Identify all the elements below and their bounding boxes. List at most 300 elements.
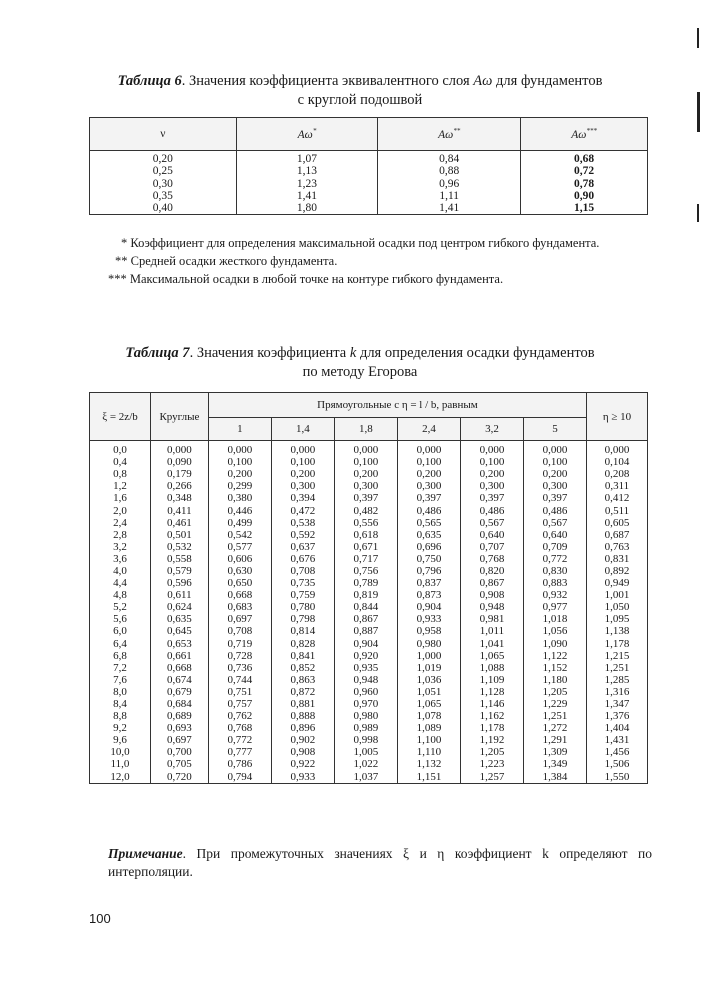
table6-row <box>90 202 648 215</box>
table7-cell: 8,8 <box>90 710 151 722</box>
table7-header-xi: ξ = 2z/b <box>90 393 151 441</box>
table7-row <box>90 553 648 565</box>
table7-cell: 0,635 <box>397 529 460 541</box>
table7-header-eta-0: 1 <box>208 418 271 441</box>
table7-cell: 0,720 <box>150 771 208 784</box>
table7-cell: 0,300 <box>397 480 460 492</box>
table7-cell: 0,000 <box>397 441 460 457</box>
table7-cell: 0,100 <box>460 456 523 468</box>
table7-cell: 1,089 <box>397 722 460 734</box>
table7-cell: 0,200 <box>523 468 586 480</box>
page-number: 100 <box>89 911 111 926</box>
table6-header-1 <box>236 118 378 151</box>
table6-cell: 1,13 <box>236 165 378 177</box>
table7-cell: 0,650 <box>208 577 271 589</box>
table6-cell: 0,88 <box>378 165 521 177</box>
table7-cell: 1,065 <box>397 698 460 710</box>
table7-cell: 0,693 <box>150 722 208 734</box>
table6-cell: 0,35 <box>90 190 237 202</box>
table7-cell: 1,051 <box>397 686 460 698</box>
scan-mark <box>697 28 699 48</box>
table7-cell: 1,056 <box>523 625 586 637</box>
table7-row <box>90 456 648 468</box>
table7-cell: 0,831 <box>586 553 647 565</box>
table7-cell: 7,2 <box>90 662 151 674</box>
note-lead: Примечание <box>108 846 183 861</box>
table7-cell: 0,735 <box>271 577 334 589</box>
table7-cell: 0,397 <box>460 492 523 504</box>
table7-cell: 0,311 <box>586 480 647 492</box>
table7-cell: 7,6 <box>90 674 151 686</box>
table6-caption-symbol: Aω <box>473 73 493 89</box>
table7-row <box>90 468 648 480</box>
table7-cell: 0,935 <box>334 662 397 674</box>
table7-cell: 0,796 <box>397 565 460 577</box>
table7-cell: 0,960 <box>334 686 397 698</box>
table7-cell: 0,461 <box>150 517 208 529</box>
table6-cell: 0,90 <box>521 190 648 202</box>
table7-cell: 0,200 <box>208 468 271 480</box>
table7-row <box>90 698 648 710</box>
table7-cell: 11,0 <box>90 758 151 770</box>
table7-cell: 0,949 <box>586 577 647 589</box>
table7-cell: 1,205 <box>523 686 586 698</box>
table7-cell: 0,759 <box>271 589 334 601</box>
table7-row <box>90 758 648 770</box>
table7-cell: 0,637 <box>271 541 334 553</box>
table7-cell: 0,896 <box>271 722 334 734</box>
table7-cell: 0,200 <box>334 468 397 480</box>
table7-cell: 0,653 <box>150 638 208 650</box>
table7 <box>89 392 648 784</box>
table7-cell: 1,431 <box>586 734 647 746</box>
table7-cell: 0,757 <box>208 698 271 710</box>
table7-cell: 0,100 <box>208 456 271 468</box>
table7-row <box>90 771 648 784</box>
table7-cell: 1,6 <box>90 492 151 504</box>
table7-cell: 0,668 <box>208 589 271 601</box>
table7-cell: 0,887 <box>334 625 397 637</box>
table6-header-2 <box>378 118 521 151</box>
table7-cell: 0,635 <box>150 613 208 625</box>
table7-cell: 1,316 <box>586 686 647 698</box>
table7-cell: 0,687 <box>586 529 647 541</box>
table7-cell: 0,700 <box>150 746 208 758</box>
table7-cell: 0,606 <box>208 553 271 565</box>
table7-cell: 0,709 <box>523 541 586 553</box>
table7-cell: 0,300 <box>523 480 586 492</box>
table7-cell: 1,376 <box>586 710 647 722</box>
table7-cell: 0,772 <box>523 553 586 565</box>
table7-cell: 9,6 <box>90 734 151 746</box>
table7-cell: 0,679 <box>150 686 208 698</box>
table7-cell: 0,567 <box>460 517 523 529</box>
table7-cell: 0,565 <box>397 517 460 529</box>
table6-row <box>90 190 648 202</box>
table7-cell: 0,4 <box>90 456 151 468</box>
table7-cell: 0,532 <box>150 541 208 553</box>
table7-cell: 0,863 <box>271 674 334 686</box>
table7-cell: 1,309 <box>523 746 586 758</box>
table7-row <box>90 722 648 734</box>
table7-cell: 0,830 <box>523 565 586 577</box>
table7-cell: 0,640 <box>523 529 586 541</box>
table7-cell: 0,948 <box>334 674 397 686</box>
table7-cell: 1,018 <box>523 613 586 625</box>
table7-cell: 0,380 <box>208 492 271 504</box>
table7-cell: 1,550 <box>586 771 647 784</box>
table6-cell: 1,15 <box>521 202 648 215</box>
table7-cell: 1,215 <box>586 650 647 662</box>
table6-cell: 0,20 <box>90 151 237 166</box>
table7-cell: 1,151 <box>397 771 460 784</box>
table7-cell: 1,205 <box>460 746 523 758</box>
table7-cell: 1,011 <box>460 625 523 637</box>
table7-cell: 0,411 <box>150 504 208 516</box>
table6-cell: 1,11 <box>378 190 521 202</box>
table7-cell: 0,789 <box>334 577 397 589</box>
table7-cell: 1,078 <box>397 710 460 722</box>
table7-cell: 1,122 <box>523 650 586 662</box>
table7-cell: 1,109 <box>460 674 523 686</box>
table6-header-3-marker: *** <box>586 127 597 136</box>
table7-cell: 4,0 <box>90 565 151 577</box>
table7-row <box>90 625 648 637</box>
table6-header-2-symbol: Aω <box>438 128 454 141</box>
table7-cell: 1,110 <box>397 746 460 758</box>
table7-header-eta-2: 1,8 <box>334 418 397 441</box>
table7-cell: 0,705 <box>150 758 208 770</box>
table6-body <box>90 151 648 215</box>
table7-cell: 0,000 <box>334 441 397 457</box>
scan-mark <box>697 204 699 222</box>
table6-header-3 <box>521 118 648 151</box>
table7-row <box>90 638 648 650</box>
table7-cell: 0,300 <box>271 480 334 492</box>
table7-cell: 0,958 <box>397 625 460 637</box>
table6-row <box>90 178 648 190</box>
table6-cell: 0,25 <box>90 165 237 177</box>
table6-caption-text: . Значения коэффициента эквивалентного слоя <box>181 73 474 89</box>
table7-cell: 0,841 <box>271 650 334 662</box>
table7-cell: 1,019 <box>397 662 460 674</box>
table7-cell: 1,285 <box>586 674 647 686</box>
table7-cell: 1,001 <box>586 589 647 601</box>
table7-cell: 3,6 <box>90 553 151 565</box>
table7-cell: 0,922 <box>271 758 334 770</box>
table7-cell: 0,683 <box>208 601 271 613</box>
table7-cell: 0,719 <box>208 638 271 650</box>
table7-cell: 2,0 <box>90 504 151 516</box>
table7-cell: 0,000 <box>586 441 647 457</box>
table7-body <box>90 441 648 784</box>
table7-cell: 1,2 <box>90 480 151 492</box>
table7-cell: 0,397 <box>334 492 397 504</box>
table7-cell: 1,036 <box>397 674 460 686</box>
table7-row <box>90 504 648 516</box>
table6-header-row <box>90 118 648 151</box>
table6-cell: 0,68 <box>521 151 648 166</box>
table7-cell: 0,472 <box>271 504 334 516</box>
table7-cell: 0,904 <box>334 638 397 650</box>
table7-cell: 0,920 <box>334 650 397 662</box>
table7-cell: 0,777 <box>208 746 271 758</box>
table7-cell: 1,404 <box>586 722 647 734</box>
table7-cell: 1,456 <box>586 746 647 758</box>
table6-header-2-marker: ** <box>453 127 461 136</box>
table7-cell: 0,751 <box>208 686 271 698</box>
table7-cell: 0,786 <box>208 758 271 770</box>
table7-caption-lead: Таблица 7 <box>125 345 190 361</box>
table7-cell: 1,100 <box>397 734 460 746</box>
table7-cell: 0,000 <box>523 441 586 457</box>
table7-cell: 2,8 <box>90 529 151 541</box>
table7-cell: 0,486 <box>460 504 523 516</box>
table7-note <box>108 845 652 881</box>
table7-header-row-1 <box>90 393 648 418</box>
table7-cell: 0,567 <box>523 517 586 529</box>
table7-row <box>90 674 648 686</box>
table7-cell: 0,998 <box>334 734 397 746</box>
table7-cell: 0,208 <box>586 468 647 480</box>
table7-cell: 0,948 <box>460 601 523 613</box>
table7-cell: 0,820 <box>460 565 523 577</box>
table7-cell: 0,819 <box>334 589 397 601</box>
table7-cell: 6,8 <box>90 650 151 662</box>
table7-cell: 0,100 <box>334 456 397 468</box>
table7-row <box>90 710 648 722</box>
table7-cell: 0,883 <box>523 577 586 589</box>
table7-cell: 0,696 <box>397 541 460 553</box>
table6-caption-text-end: для фундаментов <box>492 73 603 89</box>
table7-cell: 1,291 <box>523 734 586 746</box>
table7-caption-line2: по методу Егорова <box>302 364 418 380</box>
table6-cell: 0,78 <box>521 178 648 190</box>
note-text: . При промежуточных значениях ξ и η коэффициент k определяют по интерполяции. <box>108 846 652 879</box>
table7-cell: 12,0 <box>90 771 151 784</box>
table7-caption <box>60 344 660 382</box>
table7-row <box>90 441 648 457</box>
table7-header-eta-5: 5 <box>523 418 586 441</box>
table6-header-1-marker: * <box>312 127 317 136</box>
table7-cell: 0,611 <box>150 589 208 601</box>
table7-cell: 0,902 <box>271 734 334 746</box>
table6-caption-lead: Таблица 6 <box>117 73 182 89</box>
table7-cell: 0,179 <box>150 468 208 480</box>
table7-cell: 0,200 <box>271 468 334 480</box>
table6-footnote-3: *** Максимальной осадки в любой точке на контуре гибкого фундамента. <box>108 272 504 286</box>
table7-row <box>90 650 648 662</box>
table6-cell: 1,41 <box>236 190 378 202</box>
table7-cell: 0,100 <box>523 456 586 468</box>
table7-cell: 0,200 <box>460 468 523 480</box>
table7-cell: 1,180 <box>523 674 586 686</box>
table7-cell: 1,347 <box>586 698 647 710</box>
table7-row <box>90 492 648 504</box>
table7-cell: 0,100 <box>271 456 334 468</box>
table7-cell: 0,728 <box>208 650 271 662</box>
table7-row <box>90 601 648 613</box>
table6-footnote-1: * Коэффициент для определения максимальной осадки под центром гибкого фундамента. <box>121 236 600 250</box>
table7-cell: 0,577 <box>208 541 271 553</box>
table7-cell: 0,511 <box>586 504 647 516</box>
table7-cell: 0,412 <box>586 492 647 504</box>
table7-cell: 1,223 <box>460 758 523 770</box>
table7-cell: 0,977 <box>523 601 586 613</box>
table7-cell: 0,0 <box>90 441 151 457</box>
table7-cell: 0,888 <box>271 710 334 722</box>
table7-cell: 0,000 <box>208 441 271 457</box>
table7-cell: 0,768 <box>208 722 271 734</box>
table7-cell: 0,697 <box>208 613 271 625</box>
table7-cell: 0,000 <box>150 441 208 457</box>
table7-cell: 0,8 <box>90 468 151 480</box>
table7-cell: 1,138 <box>586 625 647 637</box>
table7-cell: 4,4 <box>90 577 151 589</box>
table7-header-rect: Прямоугольные с η = l / b, равным <box>208 393 586 418</box>
table7-cell: 1,192 <box>460 734 523 746</box>
table7-cell: 0,908 <box>271 746 334 758</box>
table6-row <box>90 151 648 166</box>
table7-cell: 0,780 <box>271 601 334 613</box>
table7-cell: 0,904 <box>397 601 460 613</box>
table7-cell: 1,178 <box>586 638 647 650</box>
table7-cell: 0,844 <box>334 601 397 613</box>
table7-cell: 1,146 <box>460 698 523 710</box>
table7-cell: 0,397 <box>397 492 460 504</box>
table7-cell: 0,266 <box>150 480 208 492</box>
table7-cell: 0,668 <box>150 662 208 674</box>
table7-cell: 1,384 <box>523 771 586 784</box>
table6-header-3-symbol: Aω <box>571 128 587 141</box>
table6-header-1-symbol: Aω <box>297 128 313 141</box>
table7-cell: 1,000 <box>397 650 460 662</box>
table7-cell: 0,104 <box>586 456 647 468</box>
table7-row <box>90 734 648 746</box>
table7-cell: 0,814 <box>271 625 334 637</box>
table7-cell: 0,499 <box>208 517 271 529</box>
table7-cell: 0,881 <box>271 698 334 710</box>
table7-row <box>90 662 648 674</box>
table7-caption-symbol: k <box>349 345 357 361</box>
table7-cell: 3,2 <box>90 541 151 553</box>
table7-cell: 1,132 <box>397 758 460 770</box>
table7-row <box>90 565 648 577</box>
table7-row <box>90 613 648 625</box>
table7-cell: 1,506 <box>586 758 647 770</box>
table7-cell: 0,592 <box>271 529 334 541</box>
table7-cell: 0,556 <box>334 517 397 529</box>
table7-cell: 0,867 <box>334 613 397 625</box>
table7-cell: 1,349 <box>523 758 586 770</box>
table7-cell: 0,300 <box>460 480 523 492</box>
table7-cell: 0,837 <box>397 577 460 589</box>
table6-cell: 1,41 <box>378 202 521 215</box>
table7-cell: 0,000 <box>271 441 334 457</box>
table7-cell: 0,750 <box>397 553 460 565</box>
table7-cell: 0,828 <box>271 638 334 650</box>
table7-cell: 0,980 <box>397 638 460 650</box>
table6-caption <box>60 72 660 110</box>
table7-cell: 0,852 <box>271 662 334 674</box>
table7-cell: 8,0 <box>90 686 151 698</box>
table7-cell: 0,100 <box>397 456 460 468</box>
table7-cell: 4,8 <box>90 589 151 601</box>
table7-cell: 0,981 <box>460 613 523 625</box>
table7-cell: 0,486 <box>523 504 586 516</box>
table6-cell: 0,96 <box>378 178 521 190</box>
table7-cell: 0,980 <box>334 710 397 722</box>
table6-row <box>90 165 648 177</box>
table7-cell: 1,088 <box>460 662 523 674</box>
table7-cell: 0,397 <box>523 492 586 504</box>
table7-cell: 1,005 <box>334 746 397 758</box>
table7-cell: 1,162 <box>460 710 523 722</box>
table7-cell: 0,717 <box>334 553 397 565</box>
table7-cell: 0,763 <box>586 541 647 553</box>
table7-cell: 0,624 <box>150 601 208 613</box>
table7-cell: 1,090 <box>523 638 586 650</box>
table7-cell: 0,689 <box>150 710 208 722</box>
table7-header-eta-4: 3,2 <box>460 418 523 441</box>
table7-cell: 1,257 <box>460 771 523 784</box>
table7-cell: 10,0 <box>90 746 151 758</box>
table7-cell: 1,050 <box>586 601 647 613</box>
table7-cell: 0,090 <box>150 456 208 468</box>
table7-row <box>90 529 648 541</box>
table7-cell: 0,933 <box>397 613 460 625</box>
table7-cell: 1,037 <box>334 771 397 784</box>
table7-cell: 0,873 <box>397 589 460 601</box>
table7-cell: 0,000 <box>460 441 523 457</box>
table7-cell: 0,794 <box>208 771 271 784</box>
table6-header-0 <box>90 118 237 151</box>
table7-cell: 1,251 <box>586 662 647 674</box>
table7-cell: 0,300 <box>334 480 397 492</box>
table7-cell: 0,768 <box>460 553 523 565</box>
table6-caption-line2: с круглой подошвой <box>297 92 423 108</box>
table7-cell: 1,178 <box>460 722 523 734</box>
table7-cell: 1,128 <box>460 686 523 698</box>
table7-cell: 0,867 <box>460 577 523 589</box>
table7-cell: 0,661 <box>150 650 208 662</box>
table7-cell: 0,772 <box>208 734 271 746</box>
table7-cell: 0,645 <box>150 625 208 637</box>
table7-row <box>90 517 648 529</box>
table7-cell: 6,4 <box>90 638 151 650</box>
table7-cell: 0,630 <box>208 565 271 577</box>
table7-cell: 0,676 <box>271 553 334 565</box>
table6-cell: 0,72 <box>521 165 648 177</box>
table7-cell: 1,152 <box>523 662 586 674</box>
table7-cell: 0,579 <box>150 565 208 577</box>
table7-cell: 0,970 <box>334 698 397 710</box>
table7-cell: 0,640 <box>460 529 523 541</box>
table7-caption-text: . Значения коэффициента <box>189 345 350 361</box>
table6-footnote-2: ** Средней осадки жесткого фундамента. <box>115 254 338 268</box>
table7-cell: 0,762 <box>208 710 271 722</box>
table7-cell: 6,0 <box>90 625 151 637</box>
table7-cell: 0,684 <box>150 698 208 710</box>
table7-cell: 0,908 <box>460 589 523 601</box>
table7-cell: 0,756 <box>334 565 397 577</box>
table7-cell: 1,022 <box>334 758 397 770</box>
table6-cell: 0,30 <box>90 178 237 190</box>
table7-cell: 0,798 <box>271 613 334 625</box>
table7-row <box>90 480 648 492</box>
table7-cell: 0,348 <box>150 492 208 504</box>
table7-cell: 0,708 <box>271 565 334 577</box>
